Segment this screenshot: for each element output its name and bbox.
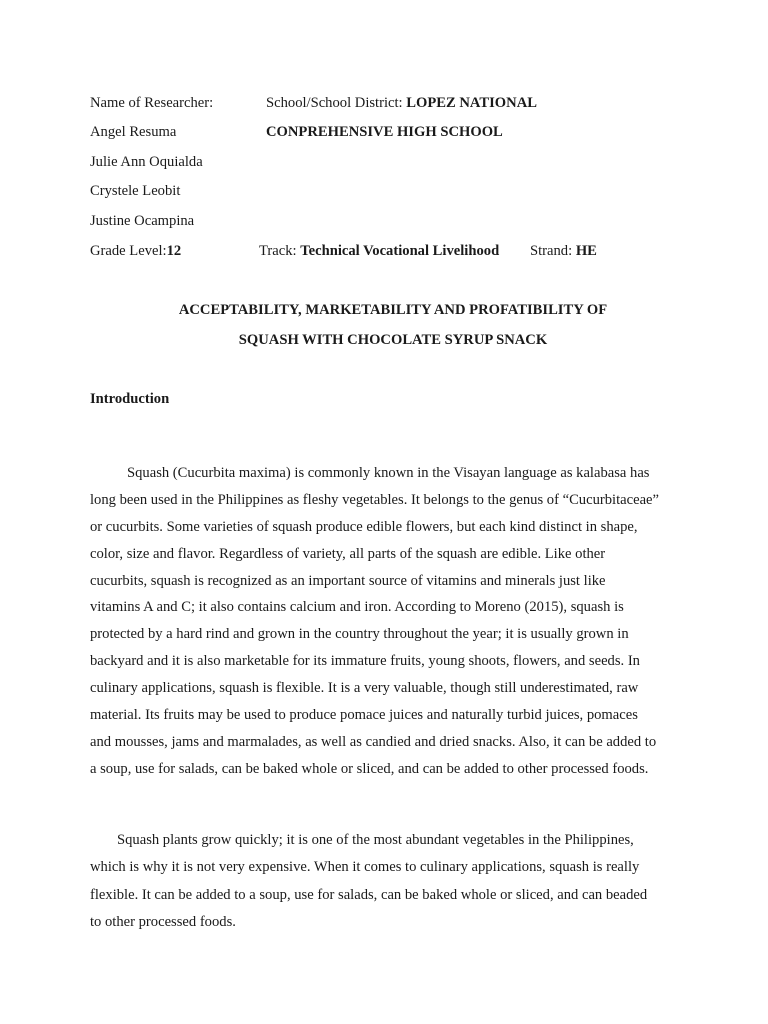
track-value: Technical Vocational Livelihood bbox=[300, 243, 500, 259]
paragraph-line: material. Its fruits may be used to produce pomace juices and naturally turbid juices, pomaces bbox=[90, 707, 638, 724]
researcher-name: Crystele Leobit bbox=[90, 183, 181, 199]
paragraph bbox=[90, 464, 659, 787]
section-heading: Introduction bbox=[90, 391, 170, 407]
grade-label: Grade Level: bbox=[90, 243, 167, 259]
paragraph-line: or cucurbits. Some varieties of squash produce edible flowers, but each kind distinct in shape, bbox=[90, 518, 638, 535]
paragraph-line: Squash plants grow quickly; it is one of the most abundant vegetables in the Philippines, bbox=[117, 832, 634, 848]
school-district bbox=[266, 94, 537, 112]
grade-level bbox=[90, 242, 181, 260]
paragraph-line: protected by a hard rind and grown in the country throughout the year; it is usually grown in bbox=[90, 626, 629, 643]
document-title-line1: ACCEPTABILITY, MARKETABILITY AND PROFATIBILITY OF bbox=[178, 302, 608, 318]
track-label: Track: bbox=[259, 243, 297, 259]
researcher-label: Name of Researcher: bbox=[90, 95, 214, 111]
paragraph-line: backyard and it is also marketable for its immature fruits, young shoots, flowers, and seeds. In bbox=[90, 653, 640, 670]
paragraph-line: vitamins A and C; it also contains calcium and iron. According to Moreno (2015), squash is bbox=[90, 599, 624, 616]
researcher-name: Angel Resuma bbox=[90, 124, 177, 140]
paragraph-line: and mousses, jams and marmalades, as well as candied and dried snacks. Also, it can be added to bbox=[90, 733, 657, 750]
strand bbox=[530, 242, 597, 260]
school-label: School/School District: bbox=[266, 95, 403, 111]
school-name-line1: LOPEZ NATIONAL bbox=[406, 95, 537, 111]
paragraph-line: to other processed foods. bbox=[90, 913, 236, 930]
paragraph-line: color, size and flavor. Regardless of variety, all parts of the squash are edible. Like other bbox=[90, 545, 606, 562]
paragraph-line: flexible. It can be added to a soup, use for salads, can be baked whole or sliced, and can beaded bbox=[90, 886, 648, 903]
school-name-line2: CONPREHENSIVE HIGH SCHOOL bbox=[266, 124, 503, 140]
researcher-name: Julie Ann Oquialda bbox=[90, 154, 203, 170]
strand-label: Strand: bbox=[530, 243, 573, 259]
paragraph-line: Squash (Cucurbita maxima) is commonly known in the Visayan language as kalabasa has bbox=[127, 465, 650, 481]
paragraph-line: culinary applications, squash is flexible. It is a very valuable, though still underestimated, raw bbox=[90, 680, 639, 697]
strand-value: HE bbox=[575, 243, 597, 259]
paragraph-line: long been used in the Philippines as fleshy vegetables. It belongs to the genus of “Cucurbitaceae” bbox=[90, 491, 659, 508]
paragraph-line: a soup, use for salads, can be baked whole or sliced, and can be added to other processed foods. bbox=[90, 760, 649, 777]
grade-value: 12 bbox=[166, 243, 182, 259]
track bbox=[259, 242, 499, 260]
paragraph-line: which is why it is not very expensive. When it comes to culinary applications, squash is really bbox=[90, 859, 640, 876]
paragraph-line: cucurbits, squash is recognized as an important source of vitamins and minerals just like bbox=[90, 572, 606, 589]
paragraph bbox=[90, 831, 647, 940]
document-title-line2: SQUASH WITH CHOCOLATE SYRUP SNACK bbox=[238, 332, 548, 348]
researcher-name: Justine Ocampina bbox=[90, 213, 195, 229]
